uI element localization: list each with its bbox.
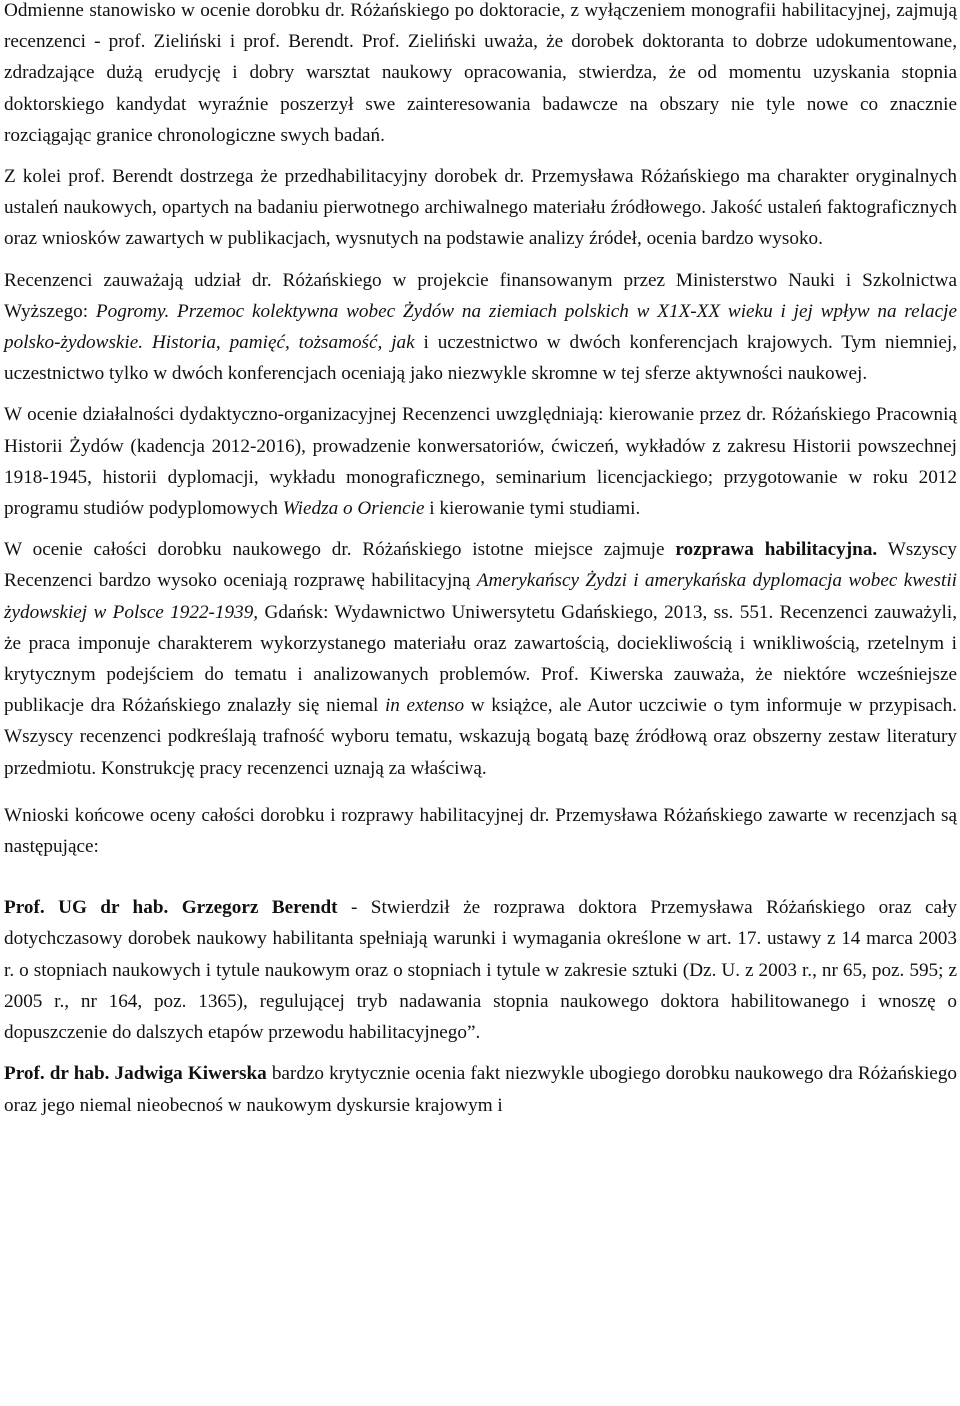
paragraph-project-participation [4, 265, 957, 390]
text-run: i uczestnictwo w dwóch konferencjach krajowych. Tym niemniej, uczestnictwo tylko w dwóch konferencjach oceniają jako niezwykle skromne w tej sferze aktywności naukowej. [4, 332, 957, 385]
italic-text-run: Pogromy. Przemoc kolektywna wobec Żydów na ziemiach polskich w X1X-XX wieku i jej wpływ na relacje polsko-żydowskie. Historia, pamięć, tożsamość, jak [4, 300, 957, 354]
text-run: Z kolei prof. Berendt dostrzega że przedhabilitacyjny dorobek dr. Przemysława Różańskiego ma charakter oryginalnych ustaleń naukowych, opartych na badaniu pierwotnego archiwalnego materiału źródłowego. Jakość ustaleń faktograficznych oraz wniosków zawartych w publikacjach, wysnutych na podstawie analizy źródeł, ocenia bardzo wysoko. [4, 166, 957, 250]
text-run: Wnioski końcowe oceny całości dorobku i rozprawy habilitacyjnej dr. Przemysława Różańskiego zawarte w recenzjach są następujące: [4, 804, 957, 858]
text-run: W ocenie całości dorobku naukowego dr. Różańskiego istotne miejsce zajmuje [4, 539, 676, 561]
text-run: Odmienne stanowisko w ocenie dorobku dr. Różańskiego po doktoracie, z wyłączeniem monografii habilitacyjnej, zajmują recenzenci - prof. Zieliński i prof. Berendt. Prof. Zieliński uważa, że dorobek doktoranta to dobrze udokumentowane, zdradzające dużą erudycję i dobry warsztat naukowy opracowania, stwierdza, że od momentu uzyskania stopnia doktorskiego kandydat wyraźnie poszerzył swe zainteresowania badawcze na obszary nie tyle nowe co znacznie rozciągając granice chronologiczne swych badań. [4, 0, 957, 146]
paragraph-berendt-assessment [4, 161, 957, 255]
bold-text-run: Prof. UG dr hab. Grzegorz Berendt [4, 897, 338, 919]
bold-text-run: Prof. dr hab. Jadwiga Kiwerska [4, 1063, 267, 1085]
paragraph-berendt-conclusion [4, 892, 957, 1048]
text-run: Wszyscy Recenzenci bardzo wysoko oceniają rozprawę habilitacyjną [4, 539, 957, 592]
bold-text-run: rozprawa habilitacyjna. [675, 539, 878, 561]
text-run: i kierowanie tymi studiami. [424, 498, 641, 520]
paragraph-habilitation-thesis [4, 534, 957, 784]
text-run: Recenzenci zauważają udział dr. Różańskiego w projekcie finansowanym przez Ministerstwo Nauki i Szkolnictwa Wyższego: [4, 269, 957, 322]
paragraph-didactic-activity [4, 399, 957, 524]
text-run: W ocenie działalności dydaktyczno-organizacyjnej Recenzenci uwzględniają: kierowanie przez dr. Różańskiego Pracownią Historii Żydów (kadencja 2012-2016), prowadzenie konwersatoriów, ćwiczeń, wykładów z zakresu Historii powszechnej 1918-1945, historii dyplomacji, wykładu monograficznego, seminarium licencjackiego; przygotowanie w roku 2012 programu studiów podyplomowych [4, 404, 957, 520]
paragraph-zielinski-berendt-opinion [4, 0, 957, 151]
text-run: - Stwierdził że rozprawa doktora Przemysława Różańskiego oraz cały dotychczasowy dorobek naukowy habilitanta spełniają warunki i wymagania określone w art. 17. ustawy z 14 marca 2003 r. o stopniach naukowych i tytule naukowym oraz o stopniach i tytule w zakresie sztuki (Dz. U. z 2003 r., nr 65, poz. 595; z 2005 r., nr 164, poz. 1365), regulującej tryb nadawania stopnia naukowego doktora habilitowanego i wnoszę o dopuszczenie do dalszych etapów przewodu habilitacyjnego”. [4, 897, 957, 1044]
italic-text-run: Amerykańscy Żydzi i amerykańska dyplomacja wobec kwestii żydowskiej w Polsce 1922-1939, [4, 570, 958, 623]
paragraph-conclusions-intro [4, 800, 957, 862]
text-run: Gdańsk: Wydawnictwo Uniwersytetu Gdańskiego, 2013, ss. 551. Recenzenci zauważyli, że praca imponuje charakterem wykorzystanego materiału oraz zawartością, dociekliwością i wnikliwością, rzetelnym i krytycznym podejściem do tematu i analizowanych problemów. Prof. Kiwerska zauważa, że niektóre wcześniejsze publikacje dra Różańskiego znalazły się niemal [4, 601, 958, 717]
italic-text-run: in extenso [384, 695, 465, 717]
text-run: w książce, ale Autor uczciwie o tym informuje w przypisach. Wszyscy recenzenci podkreślają trafność wyboru tematu, wskazują bogatą bazę źródłową oraz obszerny zestaw literatury przedmiotu. Konstrukcję pracy recenzenci uznają za właściwą. [4, 695, 957, 779]
italic-text-run: Wiedza o Oriencie [282, 498, 425, 520]
text-run: bardzo krytycznie ocenia fakt niezwykle ubogiego dorobku naukowego dra Różańskiego oraz jego niemal nieobecnoś w naukowym dyskursie krajowym i [4, 1063, 958, 1116]
paragraph-kiwerska-conclusion [4, 1058, 957, 1120]
